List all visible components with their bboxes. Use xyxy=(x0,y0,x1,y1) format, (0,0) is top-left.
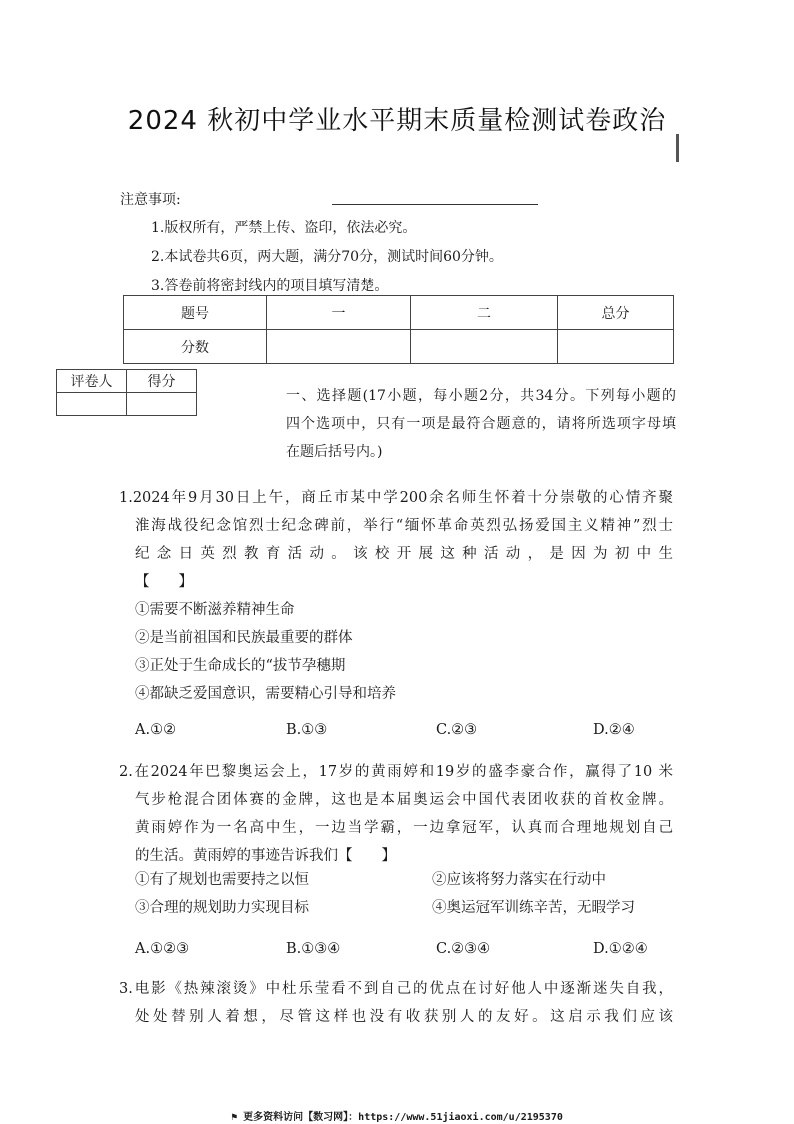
section-intro-line: 在题后括号内。) xyxy=(286,444,383,460)
option-b[interactable]: B.①③ xyxy=(286,722,328,738)
statement: ②是当前祖国和民族最重要的群体 xyxy=(135,630,353,646)
table-header-cell: 一 xyxy=(267,296,411,330)
question-2 xyxy=(119,758,673,870)
answer-bracket[interactable]: 【 】 xyxy=(135,574,193,590)
name-blank-line xyxy=(332,204,538,205)
table-header-cell: 二 xyxy=(411,296,558,330)
question-line: 气步枪混合团体赛的金牌，这也是本届奥运会中国代表团收获的首枚金牌。 xyxy=(135,792,673,808)
table-row xyxy=(57,393,197,416)
statement: ④都缺乏爱国意识，需要精心引导和培养 xyxy=(135,686,396,702)
question-line: 3.电影《热辣滚烫》中杜乐莹看不到自己的优点在讨好他人中逐渐迷失自我， xyxy=(119,981,673,997)
question-line: 纪念日英烈教育活动。该校开展这种活动，是因为初中生 xyxy=(135,546,673,562)
flag-icon: ⚑ xyxy=(231,1112,238,1123)
score-cell[interactable] xyxy=(411,330,558,364)
question-line: 2.在2024年巴黎奥运会上，17岁的黄雨婷和19岁的盛李豪合作，赢得了10 米 xyxy=(119,764,673,780)
table-row xyxy=(57,370,197,393)
score-cell[interactable] xyxy=(558,330,674,364)
question-1 xyxy=(119,484,673,708)
notice-item: 2.本试卷共6页，两大题，满分70分，测试时间60分钟。 xyxy=(151,249,503,265)
margin-mark xyxy=(676,134,679,162)
statement: ④奥运冠军训练辛苦，无暇学习 xyxy=(432,900,635,916)
option-d[interactable]: D.②④ xyxy=(593,722,635,738)
footer xyxy=(0,1108,794,1123)
notice-item: 1.版权所有，严禁上传、盗印，依法必究。 xyxy=(151,220,417,236)
option-b[interactable]: B.①③④ xyxy=(286,941,341,957)
score-cell[interactable] xyxy=(267,330,411,364)
grader-cell[interactable] xyxy=(57,393,127,416)
grader-score-cell[interactable] xyxy=(127,393,197,416)
section-intro-line: 一、选择题(17小题，每小题2分，共34分。下列每小题的 xyxy=(286,388,676,404)
question-line: 黄雨婷作为一名高中生，一边当学霸，一边拿冠军，认真而合理地规划自己 xyxy=(135,820,673,836)
grader-score-label: 得分 xyxy=(127,370,197,393)
statement: ②应该将努力落实在行动中 xyxy=(432,872,606,888)
option-a[interactable]: A.①② xyxy=(135,722,177,738)
statement: ③合理的规划助力实现目标 xyxy=(135,900,309,916)
question-line: 1.2024年9月30日上午，商丘市某中学200余名师生怀着十分崇敬的心情齐聚 xyxy=(119,490,673,506)
page-title: 2024 秋初中学业水平期末质量检测试卷政治 xyxy=(127,106,667,136)
statement: ③正处于生命成长的“拔节孕穗期 xyxy=(135,658,346,674)
table-row-label: 分数 xyxy=(124,330,267,364)
score-table xyxy=(123,295,674,364)
question-3 xyxy=(119,975,673,1031)
statement: ①需要不断滋养精神生命 xyxy=(135,602,295,618)
question-line: 淮海战役纪念馆烈士纪念碑前，举行“缅怀革命英烈弘扬爱国主义精神”烈士 xyxy=(135,518,673,534)
section-intro-line: 四个选项中，只有一项是最符合题意的，请将所选项字母填 xyxy=(286,416,676,432)
question-line: 的生活。黄雨婷的事迹告诉我们【 】 xyxy=(135,848,396,864)
table-header-cell: 总分 xyxy=(558,296,674,330)
table-row xyxy=(124,296,674,330)
grader-table xyxy=(56,369,197,416)
question-line: 处处替别人着想，尽管这样也没有收获别人的友好。这启示我们应该 xyxy=(135,1009,673,1025)
table-header-cell: 题号 xyxy=(124,296,267,330)
option-a[interactable]: A.①②③ xyxy=(135,941,190,957)
option-c[interactable]: C.②③ xyxy=(436,722,478,738)
grader-label: 评卷人 xyxy=(57,370,127,393)
option-c[interactable]: C.②③④ xyxy=(436,941,491,957)
table-row xyxy=(124,330,674,364)
footer-link[interactable]: 更多资料访问【数习网】：https://www.51jiaoxi.com/u/2195370 xyxy=(243,1112,563,1123)
notice-item: 3.答卷前将密封线内的项目填写清楚。 xyxy=(151,278,389,294)
option-d[interactable]: D.①②④ xyxy=(593,941,648,957)
section-intro xyxy=(286,382,676,466)
statement: ①有了规划也需要持之以恒 xyxy=(135,872,309,888)
notice-heading: 注意事项: xyxy=(120,192,181,208)
